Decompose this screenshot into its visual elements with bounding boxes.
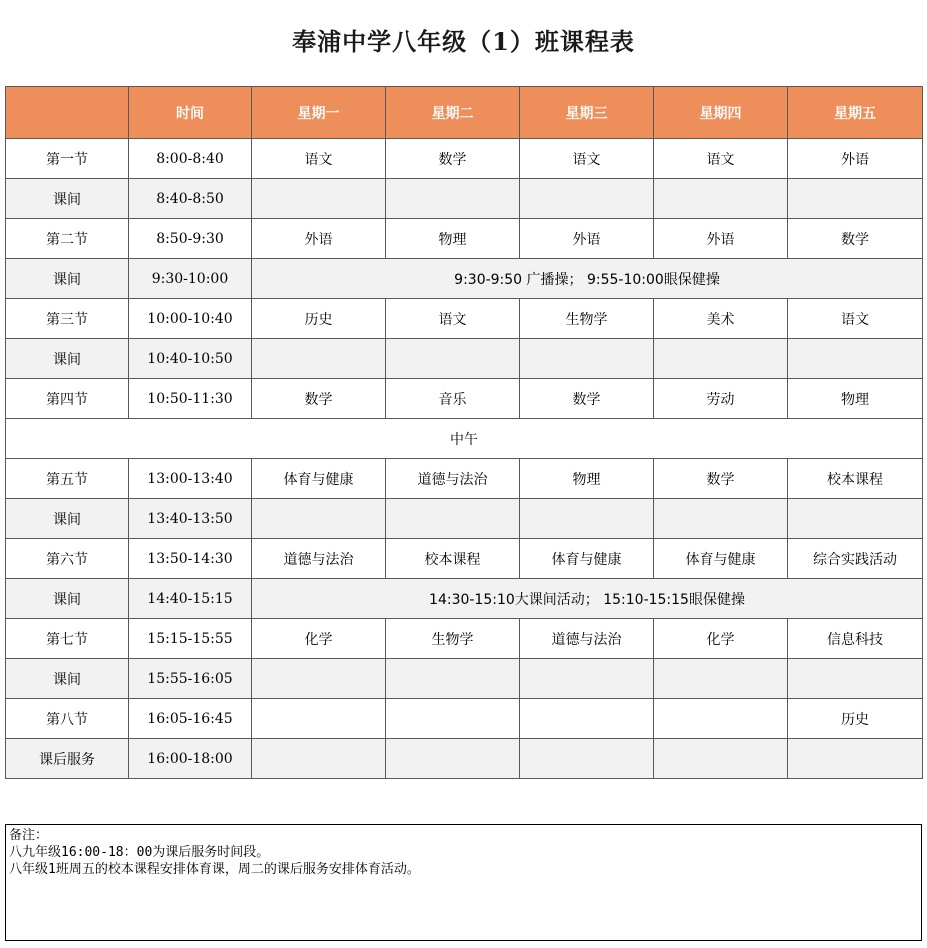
subject-cell: 历史 [788,699,923,739]
subject-cell: 语文 [252,139,386,179]
time-cell: 14:40-15:15 [129,579,252,619]
time-cell: 15:15-15:55 [129,619,252,659]
subject-cell [252,739,386,779]
subject-cell [252,179,386,219]
time-cell: 8:50-9:30 [129,219,252,259]
subject-cell: 体育与健康 [252,459,386,499]
subject-cell: 外语 [252,219,386,259]
table-row-break [6,499,923,539]
table-row [6,219,923,259]
page-title: 奉浦中学八年级（1）班课程表 [292,27,635,56]
subject-cell: 物理 [386,219,520,259]
period-cell: 第二节 [6,219,129,259]
table-row-break [6,579,923,619]
table-row-noon [6,419,923,459]
subject-cell [386,659,520,699]
header-cell-thursday: 星期四 [654,87,788,139]
subject-cell: 数学 [252,379,386,419]
subject-cell [252,339,386,379]
subject-cell [788,179,923,219]
subject-cell: 语文 [386,299,520,339]
time-cell: 10:40-10:50 [129,339,252,379]
subject-cell: 体育与健康 [654,539,788,579]
header-row [6,87,923,139]
subject-cell: 道德与法治 [386,459,520,499]
table-row [6,539,923,579]
subject-cell: 道德与法治 [252,539,386,579]
subject-cell: 校本课程 [386,539,520,579]
table-row [6,619,923,659]
subject-cell [386,499,520,539]
period-cell: 第四节 [6,379,129,419]
period-cell: 课间 [6,659,129,699]
period-cell: 课后服务 [6,739,129,779]
header-cell-time: 时间 [129,87,252,139]
notes-box [5,824,922,941]
subject-cell [788,339,923,379]
time-cell: 13:00-13:40 [129,459,252,499]
subject-cell: 道德与法治 [520,619,654,659]
period-cell: 课间 [6,339,129,379]
subject-cell [520,659,654,699]
table-row [6,299,923,339]
table-row-break [6,659,923,699]
subject-cell [788,739,923,779]
header-cell-monday: 星期一 [252,87,386,139]
time-cell: 8:00-8:40 [129,139,252,179]
subject-cell [654,699,788,739]
header-cell-tuesday: 星期二 [386,87,520,139]
subject-cell [520,339,654,379]
subject-cell: 语文 [654,139,788,179]
subject-cell [520,739,654,779]
table-row-break [6,339,923,379]
period-cell: 课间 [6,579,129,619]
period-cell: 课间 [6,259,129,299]
subject-cell: 劳动 [654,379,788,419]
subject-cell [386,739,520,779]
header-cell-corner [6,87,129,139]
notes-line: 八年级1班周五的校本课程安排体育课，周二的课后服务安排体育活动。 [9,862,420,877]
period-cell: 第三节 [6,299,129,339]
subject-cell: 化学 [654,619,788,659]
time-cell: 9:30-10:00 [129,259,252,299]
table-row [6,699,923,739]
period-cell: 第五节 [6,459,129,499]
subject-cell [788,659,923,699]
subject-cell: 生物学 [520,299,654,339]
subject-cell: 生物学 [386,619,520,659]
subject-cell: 外语 [654,219,788,259]
subject-cell [252,699,386,739]
header-cell-wednesday: 星期三 [520,87,654,139]
subject-cell: 综合实践活动 [788,539,923,579]
subject-cell: 信息科技 [788,619,923,659]
time-cell: 16:05-16:45 [129,699,252,739]
time-cell: 13:40-13:50 [129,499,252,539]
subject-cell [788,499,923,539]
time-cell: 13:50-14:30 [129,539,252,579]
subject-cell [520,499,654,539]
subject-cell: 体育与健康 [520,539,654,579]
subject-cell: 历史 [252,299,386,339]
noon-cell: 中午 [6,419,923,459]
subject-cell: 音乐 [386,379,520,419]
subject-cell: 化学 [252,619,386,659]
time-cell: 8:40-8:50 [129,179,252,219]
period-cell: 第七节 [6,619,129,659]
subject-cell [520,179,654,219]
period-cell: 课间 [6,179,129,219]
subject-cell: 语文 [520,139,654,179]
subject-cell: 美术 [654,299,788,339]
break-activity-cell: 9:30-9:50 广播操； 9:55-10:00眼保健操 [252,259,923,299]
period-cell: 第一节 [6,139,129,179]
table-row [6,379,923,419]
time-cell: 15:55-16:05 [129,659,252,699]
subject-cell [252,659,386,699]
table-row [6,459,923,499]
break-activity-cell: 14:30-15:10大课间活动； 15:10-15:15眼保健操 [252,579,923,619]
time-cell: 10:50-11:30 [129,379,252,419]
subject-cell: 外语 [520,219,654,259]
timetable [5,86,923,779]
time-cell: 16:00-18:00 [129,739,252,779]
subject-cell [386,339,520,379]
table-row-after-school [6,739,923,779]
notes-line: 八九年级16:00-18：00为课后服务时间段。 [9,845,270,860]
period-cell: 第八节 [6,699,129,739]
table-row-break [6,259,923,299]
subject-cell: 校本课程 [788,459,923,499]
subject-cell [386,179,520,219]
period-cell: 课间 [6,499,129,539]
header-cell-friday: 星期五 [788,87,923,139]
subject-cell: 数学 [788,219,923,259]
subject-cell [654,659,788,699]
subject-cell: 物理 [788,379,923,419]
subject-cell [654,179,788,219]
subject-cell [654,739,788,779]
subject-cell: 数学 [520,379,654,419]
subject-cell: 外语 [788,139,923,179]
table-row [6,139,923,179]
subject-cell [654,339,788,379]
subject-cell: 语文 [788,299,923,339]
subject-cell [520,699,654,739]
subject-cell: 数学 [386,139,520,179]
subject-cell [252,499,386,539]
subject-cell [654,499,788,539]
time-cell: 10:00-10:40 [129,299,252,339]
subject-cell: 数学 [654,459,788,499]
table-row-break [6,179,923,219]
subject-cell: 物理 [520,459,654,499]
notes-label: 备注： [9,828,49,843]
period-cell: 第六节 [6,539,129,579]
subject-cell [386,699,520,739]
